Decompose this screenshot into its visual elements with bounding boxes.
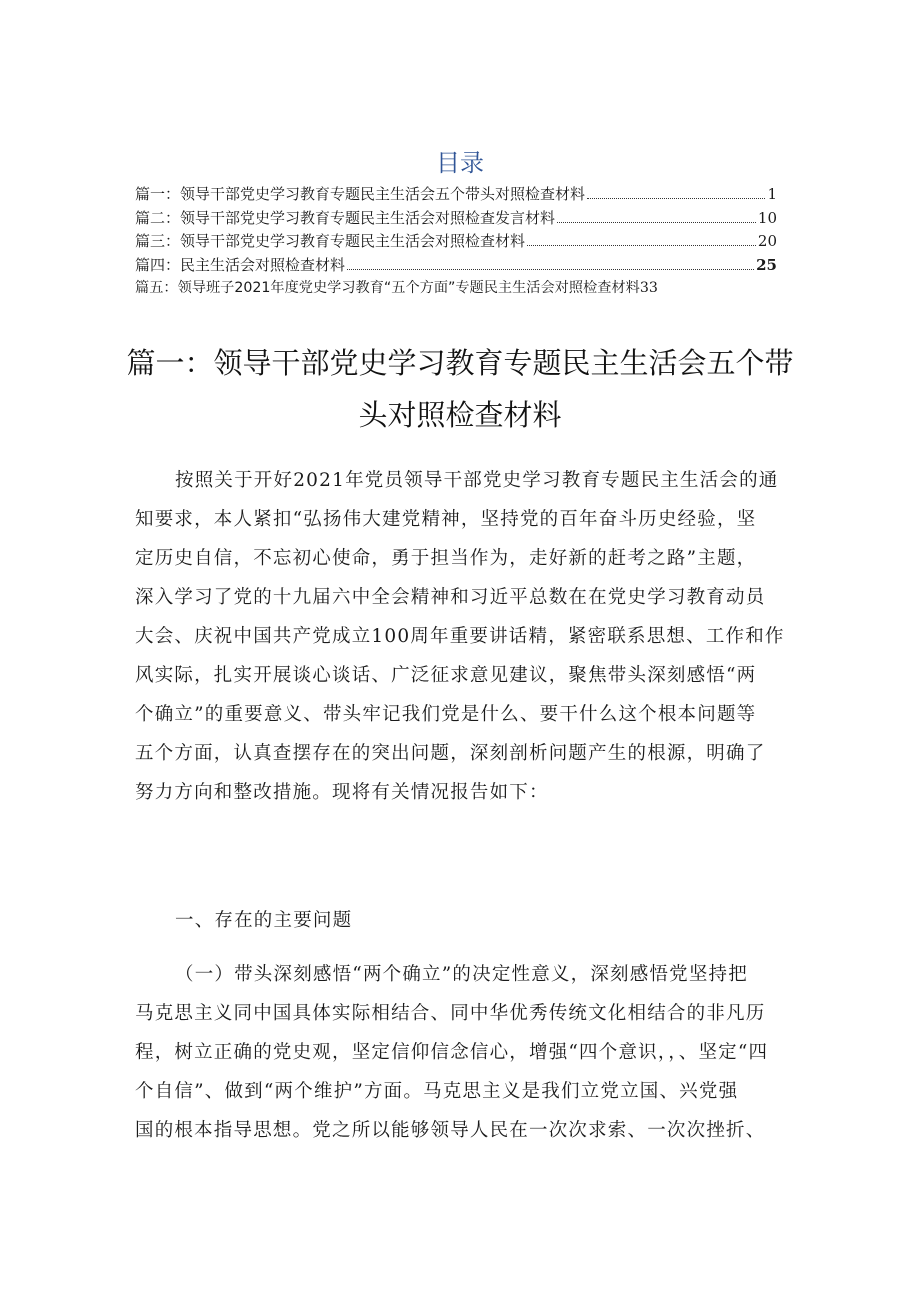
toc-dot-leader xyxy=(347,269,754,270)
toc-entry-label: 篇一：领导干部党史学习教育专题民主生活会五个带头对照检查材料 xyxy=(135,185,586,203)
toc-entry-page: 33 xyxy=(639,280,658,296)
toc-dot-leader xyxy=(557,222,756,223)
toc-entry[interactable] xyxy=(135,230,777,254)
paragraph-line: （一）带头深刻感悟“两个确立”的决定性意义，深刻感悟党坚持把 xyxy=(175,964,748,985)
toc-entry-page: 1 xyxy=(767,185,777,203)
toc-entry[interactable] xyxy=(135,277,777,301)
paragraph-line: 按照关于开好2021年党员领导干部党史学习教育专题民主生活会的通 xyxy=(175,470,779,491)
toc-entry[interactable] xyxy=(135,254,777,278)
toc-entry-page: 25 xyxy=(756,255,777,274)
toc-title: 目录 xyxy=(436,149,484,177)
article-title xyxy=(0,337,920,441)
toc-dot-leader xyxy=(587,198,765,199)
toc-entry-label: 篇四：民主生活会对照检查材料 xyxy=(135,255,346,274)
paragraph-line: 个自信”、做到“两个维护”方面。马克思主义是我们立党立国、兴党强 xyxy=(135,1081,739,1102)
paragraph-line: 程，树立正确的党史观，坚定信仰信念信心，增强“四个意识，，、坚定“四 xyxy=(135,1042,769,1063)
intro-paragraph xyxy=(135,461,787,812)
paragraph-line: 风实际，扎实开展谈心谈话、广泛征求意见建议，聚焦带头深刻感悟“两 xyxy=(135,665,757,686)
table-of-contents xyxy=(135,183,777,301)
paragraph-line: 大会、庆祝中国共产党成立100周年重要讲话精，紧密联系思想、工作和作 xyxy=(135,626,785,647)
section-heading: 一、存在的主要问题 xyxy=(175,910,353,931)
toc-entry-label: 篇二：领导干部党史学习教育专题民主生活会对照检查发言材料 xyxy=(135,208,556,227)
paragraph-line: 马克思主义同中国具体实际相结合、同中华优秀传统文化相结合的非凡历 xyxy=(135,1003,766,1024)
paragraph-line: 深入学习了党的十九届六中全会精神和习近平总数在在党史学习教育动员 xyxy=(135,587,766,608)
toc-entry-page: 20 xyxy=(757,232,777,250)
paragraph-line: 定历史自信，不忘初心使命，勇于担当作为，走好新的赶考之路”主题， xyxy=(135,548,757,569)
paragraph-line: 知要求，本人紧扣“弘扬伟大建党精神，坚持党的百年奋斗历史经验，坚 xyxy=(135,509,757,530)
article-title-line: 头对照检查材料 xyxy=(358,398,562,432)
article-title-line: 篇一：领导干部党史学习教育专题民主生活会五个带 xyxy=(126,346,794,380)
paragraph-line: 个确立”的重要意义、带头牢记我们党是什么、要干什么这个根本问题等 xyxy=(135,704,757,725)
toc-entry[interactable] xyxy=(135,207,777,231)
paragraph-line: 五个方面，认真查摆存在的突出问题，深刻剖析问题产生的根源，明确了 xyxy=(135,743,766,764)
paragraph-line: 国的根本指导思想。党之所以能够领导人民在一次次求索、一次次挫折、 xyxy=(135,1120,766,1141)
paragraph-line: 努力方向和整改措施。现将有关情况报告如下： xyxy=(135,782,549,803)
toc-entry-page: 10 xyxy=(757,208,777,227)
section-paragraph xyxy=(135,955,787,1150)
toc-entry[interactable] xyxy=(135,183,777,207)
toc-dot-leader xyxy=(527,245,756,246)
toc-entry-label: 篇三：领导干部党史学习教育专题民主生活会对照检查材料 xyxy=(135,232,526,250)
toc-entry-label: 篇五：领导班子2021年度党史学习教育“五个方面”专题民主生活会对照检查材料 xyxy=(135,280,640,296)
